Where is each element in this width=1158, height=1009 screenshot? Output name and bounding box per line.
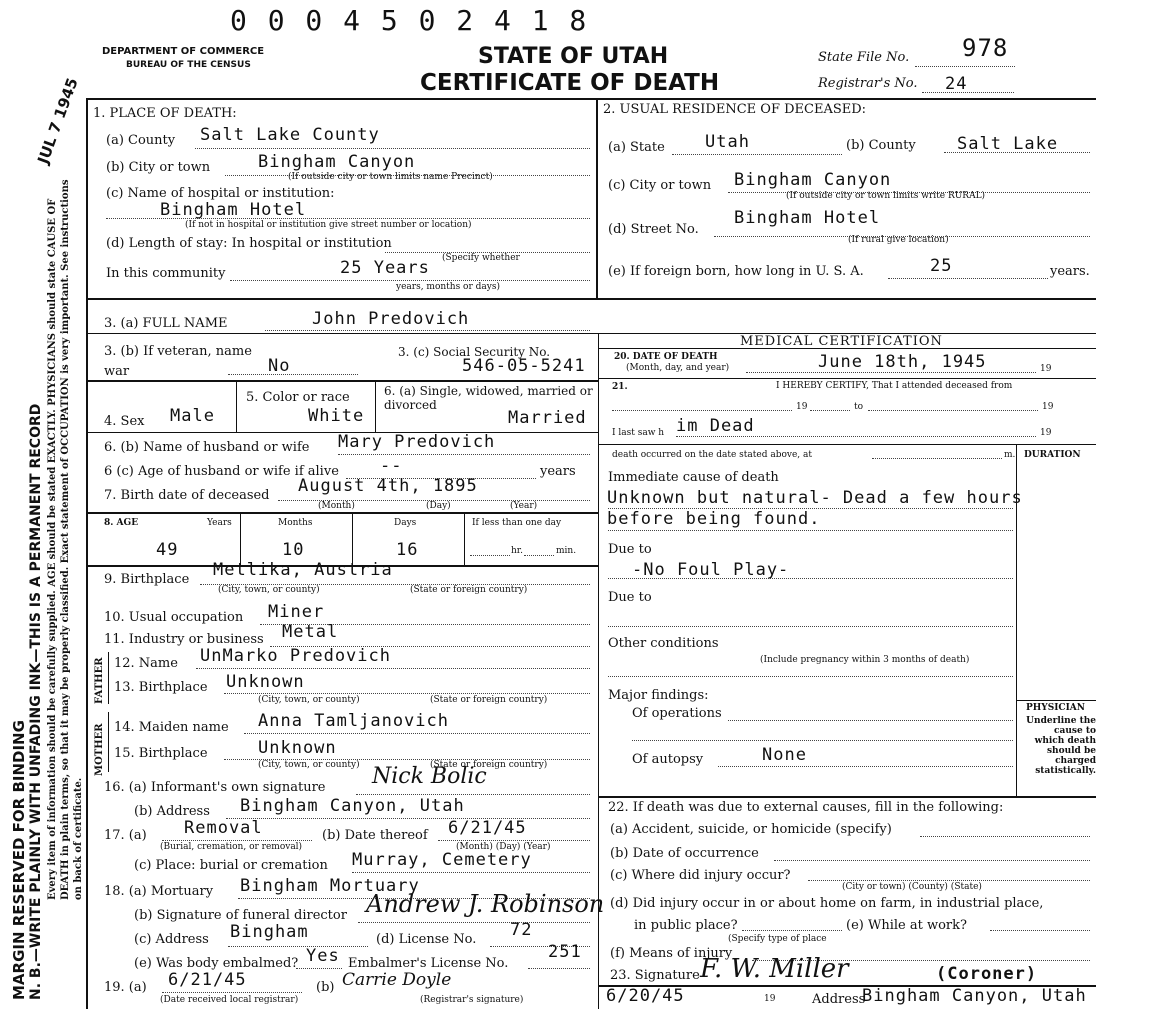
informant-address-label: (b) Address <box>134 804 210 819</box>
occupation-value: Miner <box>268 602 325 622</box>
other-note: (Include pregnancy within 3 months of death) <box>760 655 970 665</box>
major-label: Major findings: <box>608 688 709 703</box>
duration-label: DURATION <box>1024 450 1081 460</box>
mother-name-value: Anna Tamljanovich <box>258 711 449 731</box>
spouse-value: Mary Predovich <box>338 432 496 452</box>
burial-value: Removal <box>184 818 263 838</box>
other-label: Other conditions <box>608 636 719 651</box>
age-months-value: 10 <box>282 540 305 560</box>
hospital-label: (c) Name of hospital or institution: <box>106 186 335 201</box>
hospital-note: (If not in hospital or institution give street number or location) <box>185 220 472 230</box>
immediate-value: Unknown but natural- Dead a few hours before being found. <box>607 488 1023 529</box>
father-side-label: FATHER <box>94 657 105 704</box>
community-label: In this community <box>106 266 226 281</box>
ext-c-label: (c) Where did injury occur? <box>610 868 791 883</box>
min-label: min. <box>556 546 577 556</box>
mortuary-label: 18. (a) Mortuary <box>104 884 214 899</box>
state-file-label: State File No. <box>818 50 910 65</box>
autopsy-label: Of autopsy <box>632 752 704 767</box>
stay-label: (d) Length of stay: In hospital or institution <box>106 236 392 251</box>
margin-binding-text: MARGIN RESERVED FOR BINDING <box>10 720 28 1000</box>
birthplace-note-1: (City, town, or county) <box>218 585 320 595</box>
death-county-value: Salt Lake County <box>200 125 380 145</box>
age-years-value: 49 <box>156 540 179 560</box>
immediate-label: Immediate cause of death <box>608 470 779 485</box>
death-date-value: June 18th, 1945 <box>818 352 987 372</box>
mortuary-value: Bingham Mortuary <box>240 876 420 896</box>
community-value: 25 Years <box>340 258 430 278</box>
ext-d2-label: in public place? <box>634 918 738 933</box>
full-name-value: John Predovich <box>312 309 470 329</box>
ext-a-label: (a) Accident, suicide, or homicide (specify) <box>610 822 892 837</box>
mother-bp-value: Unknown <box>258 738 337 758</box>
birthplace-note-2: (State or foreign country) <box>410 585 528 595</box>
received-value: 6/21/45 <box>168 970 247 990</box>
registrar-signature: Carrie Doyle <box>342 970 452 990</box>
certify-19-a: 19 <box>796 402 808 412</box>
certify-text: I HEREBY CERTIFY, That I attended deceased from <box>776 381 1013 391</box>
res-state-value: Utah <box>705 132 750 152</box>
father-name-value: UnMarko Predovich <box>200 646 391 666</box>
spouse-age-unit: years <box>540 464 576 479</box>
margin-instructions-3: on back of certificate. <box>73 777 84 900</box>
last-saw-label: I last saw h <box>612 428 665 438</box>
father-bp-note-1: (City, town, or county) <box>258 695 360 705</box>
certify-19-b: 19 <box>1042 402 1054 412</box>
spouse-label: 6. (b) Name of husband or wife <box>104 440 310 455</box>
bureau-name: BUREAU OF THE CENSUS <box>126 60 251 70</box>
place-title: 1. PLACE OF DEATH: <box>93 106 237 121</box>
mother-name-label: 14. Maiden name <box>114 720 229 735</box>
death-city-label: (b) City or town <box>106 160 211 175</box>
father-bp-value: Unknown <box>226 672 305 692</box>
full-name-label: 3. (a) FULL NAME <box>104 316 228 331</box>
foreign-value: 25 <box>930 256 953 276</box>
color-label: 5. Color or race <box>246 390 350 405</box>
birthplace-label: 9. Birthplace <box>104 572 190 587</box>
margin-instructions-1: Every item of information should be carefully supplied. AGE should be stated EXACTLY. PHYSICIANS should state CAUSE OF <box>47 198 58 900</box>
dept-name: DEPARTMENT OF COMMERCE <box>102 46 265 57</box>
occurred-m: m. <box>1004 450 1016 460</box>
age-label: 8. AGE <box>104 518 139 528</box>
death-city-value: Bingham Canyon <box>258 152 416 172</box>
certify-to: to <box>854 402 864 412</box>
birth-month-note: (Month) <box>318 501 355 511</box>
informant-signature: Nick Bolic <box>372 764 487 789</box>
ext-f-label: (f) Means of injury <box>610 946 733 961</box>
hr-label: hr. <box>511 546 523 556</box>
death-date-suffix: 19 <box>1040 364 1052 374</box>
spouse-age-label: 6 (c) Age of husband or wife if alive <box>104 464 339 479</box>
margin-notice-text: N. B.—WRITE PLAINLY WITH UNFADING INK—THIS IS A PERMANENT RECORD <box>28 403 44 1000</box>
foreign-label: (e) If foreign born, how long in U. S. A. <box>608 264 864 279</box>
res-street-note: (If rural give location) <box>848 235 949 245</box>
last-saw-suffix: 19 <box>1040 428 1052 438</box>
due-2-label: Due to <box>608 590 652 605</box>
embalmed-label: (e) Was body embalmed? <box>134 956 299 971</box>
ss-label: 3. (c) Social Security No. <box>398 345 551 359</box>
sex-value: Male <box>170 406 215 426</box>
received-label: 19. (a) <box>104 980 147 995</box>
burial-label: 17. (a) <box>104 828 147 843</box>
coroner-title: (Coroner) <box>936 964 1038 984</box>
res-city-label: (c) City or town <box>608 178 712 193</box>
age-days-label: Days <box>394 518 417 528</box>
foreign-unit: years. <box>1050 264 1090 279</box>
due-1-value: -No Foul Play- <box>632 560 790 580</box>
mother-side-label: MOTHER <box>94 723 105 776</box>
marital-label: 6. (a) Single, widowed, married or divorced <box>384 384 593 412</box>
birth-label: 7. Birth date of deceased <box>104 488 270 503</box>
death-city-note: (If outside city or town limits name Precinct) <box>288 172 493 182</box>
birth-year-note: (Year) <box>510 501 538 511</box>
received-note: (Date received local registrar) <box>160 995 299 1005</box>
signature-address-label: Address <box>812 992 866 1007</box>
registrar-label: Registrar's No. <box>818 76 918 91</box>
residence-title: 2. USUAL RESIDENCE OF DECEASED: <box>603 102 867 117</box>
ss-value: 546-05-5241 <box>462 356 586 376</box>
autopsy-value: None <box>762 745 807 765</box>
embalmer-value: 251 <box>548 942 582 962</box>
industry-value: Metal <box>282 622 339 642</box>
operations-label: Of operations <box>632 706 722 721</box>
father-bp-label: 13. Birthplace <box>114 680 208 695</box>
industry-label: 11. Industry or business <box>104 632 264 647</box>
mother-bp-note-2: (State or foreign country) <box>430 760 548 770</box>
received-stamp: JUL 7 1945 <box>34 75 82 167</box>
burial-date-note: (Month) (Day) (Year) <box>456 842 551 852</box>
signature-date: 6/20/45 <box>606 986 685 1006</box>
res-county-value: Salt Lake <box>957 134 1059 154</box>
informant-label: 16. (a) Informant's own signature <box>104 780 326 795</box>
state-file-value: 978 <box>962 34 1009 62</box>
registrar-value: 24 <box>945 74 968 94</box>
due-1-label: Due to <box>608 542 652 557</box>
color-value: White <box>308 406 365 426</box>
certify-num: 21. <box>612 382 628 392</box>
registrar-sig-note: (Registrar's signature) <box>420 995 524 1005</box>
birth-day-note: (Day) <box>426 501 451 511</box>
burial-date-label: (b) Date thereof <box>322 828 428 843</box>
burial-date-value: 6/21/45 <box>448 818 527 838</box>
physician-box-title: PHYSICIAN <box>1026 703 1085 713</box>
veteran-label: 3. (b) If veteran, name war <box>104 344 252 379</box>
burial-place-value: Murray, Cemetery <box>352 850 532 870</box>
lt-day-label: If less than one day <box>472 518 562 528</box>
mortuary-address-value: Bingham <box>230 922 309 942</box>
signature-address-value: Bingham Canyon, Utah <box>862 986 1087 1006</box>
ext-label: 22. If death was due to external causes, fill in the following: <box>608 800 1004 815</box>
ext-d-label: (d) Did injury occur in or about home on farm, in industrial place, <box>610 896 1044 911</box>
res-city-value: Bingham Canyon <box>734 170 892 190</box>
mother-bp-note-1: (City, town, or county) <box>258 760 360 770</box>
physician-note: Underline the cause to which death should be charged statistically. <box>1026 716 1096 776</box>
coroner-signature: F. W. Miller <box>700 954 849 984</box>
medical-title: MEDICAL CERTIFICATION <box>740 334 943 349</box>
ext-e-label: (e) While at work? <box>846 918 967 933</box>
death-date-label: 20. DATE OF DEATH <box>614 352 718 362</box>
margin-instructions-2: DEATH in plain terms, so that it may be properly classified. Exact statement of OCCUPATION is very important. See instructions <box>60 179 71 900</box>
informant-address-value: Bingham Canyon, Utah <box>240 796 465 816</box>
embalmed-value: Yes <box>306 946 340 966</box>
father-bp-note-2: (State or foreign country) <box>430 695 548 705</box>
birthplace-value: Metlika, Austria <box>213 560 393 580</box>
marital-value: Married <box>508 408 587 428</box>
occupation-label: 10. Usual occupation <box>104 610 244 625</box>
age-years-label: Years <box>207 518 232 528</box>
sex-label: 4. Sex <box>104 414 145 429</box>
occurred-text: death occurred on the date stated above, at <box>612 450 813 460</box>
age-days-value: 16 <box>396 540 419 560</box>
last-saw-value: im Dead <box>676 416 755 436</box>
birth-value: August 4th, 1895 <box>298 476 478 496</box>
director-label: (b) Signature of funeral director <box>134 908 347 923</box>
registrar-sig-label: (b) <box>316 980 335 995</box>
license-label: (d) License No. <box>376 932 477 947</box>
ext-c-note: (City or town) (County) (State) <box>842 882 982 892</box>
res-state-label: (a) State <box>608 140 665 155</box>
director-signature: Andrew J. Robinson <box>366 890 605 918</box>
specify-note-2: years, months or days) <box>396 282 500 292</box>
age-months-label: Months <box>278 518 313 528</box>
hospital-value: Bingham Hotel <box>160 200 307 220</box>
mortuary-address-label: (c) Address <box>134 932 209 947</box>
father-name-label: 12. Name <box>114 656 178 671</box>
specify-note: (Specify whether <box>442 253 520 263</box>
res-county-label: (b) County <box>846 138 916 153</box>
res-street-label: (d) Street No. <box>608 222 699 237</box>
res-street-value: Bingham Hotel <box>734 208 881 228</box>
mother-bp-label: 15. Birthplace <box>114 746 208 761</box>
res-city-note: (If outside city or town limits write RURAL) <box>786 191 986 201</box>
signature-19: 19 <box>764 994 776 1004</box>
state-title: STATE OF UTAH <box>478 44 669 69</box>
death-date-note: (Month, day, and year) <box>626 363 730 373</box>
spouse-age-value: -- <box>380 456 403 476</box>
death-county-label: (a) County <box>106 133 176 148</box>
ext-b-label: (b) Date of occurrence <box>610 846 759 861</box>
signature-label: 23. Signature <box>610 968 700 983</box>
file-number: 0 0 0 4 5 0 2 4 1 8 <box>230 4 589 37</box>
ext-specify-note: (Specify type of place <box>728 934 827 944</box>
veteran-value: No <box>268 356 291 376</box>
license-value: 72 <box>510 920 533 940</box>
certificate-title: CERTIFICATE OF DEATH <box>420 70 720 96</box>
burial-note: (Burial, cremation, or removal) <box>160 842 303 852</box>
burial-place-label: (c) Place: burial or cremation <box>134 858 328 873</box>
embalmer-label: Embalmer's License No. <box>348 956 509 971</box>
